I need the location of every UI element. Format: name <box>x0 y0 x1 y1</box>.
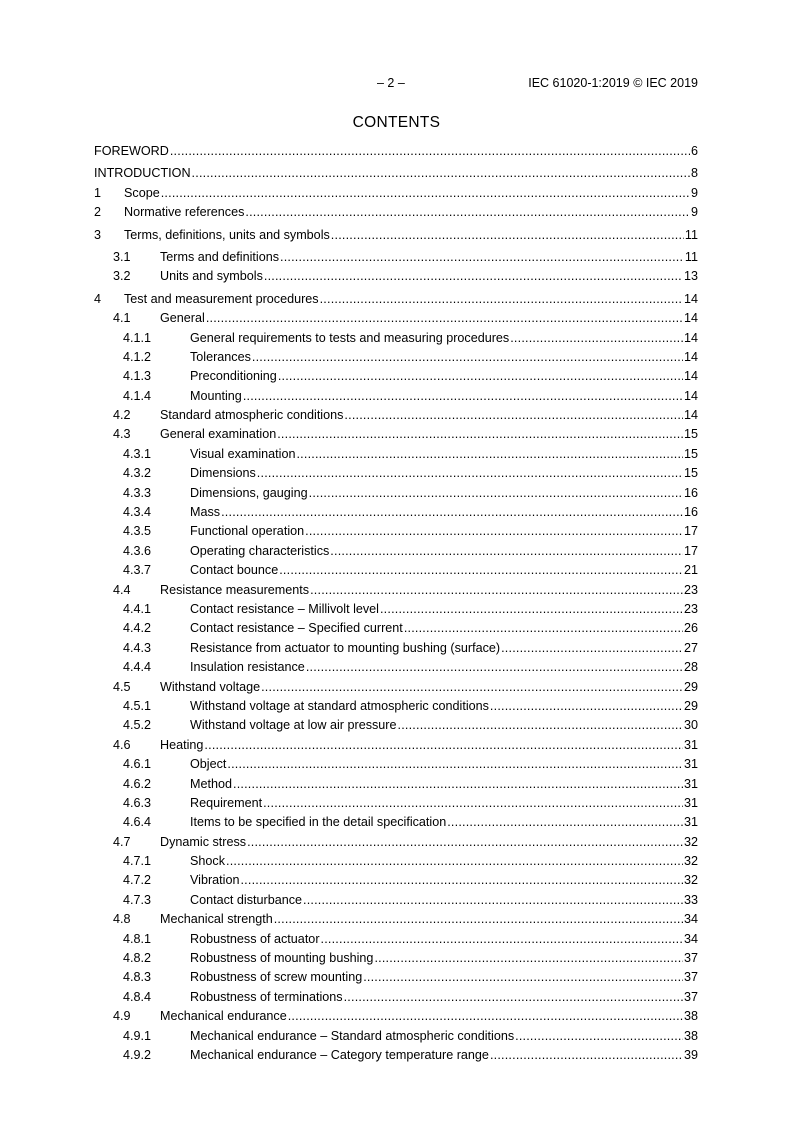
toc-entry-title[interactable]: Dimensions, gauging <box>190 485 308 500</box>
toc-entry-page: 14 <box>683 291 698 306</box>
toc-entry-title[interactable]: FOREWORD <box>94 144 169 158</box>
toc-entry-page: 21 <box>683 563 698 578</box>
toc-entry-number: 4.3 <box>113 427 131 442</box>
toc-entry-title[interactable]: Items to be specified in the detail specification <box>190 815 447 830</box>
toc-entry-line <box>190 329 698 348</box>
toc-entry-number: 4.8 <box>113 912 131 927</box>
toc-entry-page: 38 <box>683 1028 698 1043</box>
toc-entry[interactable] <box>94 794 698 813</box>
toc-entry-page: 26 <box>683 621 698 636</box>
toc-entry-line <box>124 184 698 203</box>
toc-entry[interactable] <box>94 1027 698 1046</box>
toc-entry-number: 4.6 <box>113 737 131 752</box>
toc-entry[interactable] <box>94 968 698 987</box>
toc-entry[interactable] <box>94 503 698 522</box>
toc-entry-number: 4.6.3 <box>123 795 152 810</box>
toc-entry-number: 4.7.3 <box>123 892 152 907</box>
toc-entry-page: 29 <box>683 698 698 713</box>
dot-leader <box>264 267 683 286</box>
toc-entry-page: 17 <box>683 543 698 558</box>
toc-entry-number: 4.9.1 <box>123 1028 152 1043</box>
toc-entry-title[interactable]: Standard atmospheric conditions <box>160 408 344 423</box>
toc-entry-line <box>190 484 698 503</box>
toc-entry-page: 15 <box>683 446 698 461</box>
toc-entry-number: 4.6.2 <box>123 776 152 791</box>
dot-leader <box>240 871 683 890</box>
dot-leader <box>344 406 683 425</box>
toc-entry[interactable] <box>94 348 698 367</box>
toc-entry-line <box>94 142 698 161</box>
dot-leader <box>309 484 683 503</box>
toc-entry-page: 37 <box>683 951 698 966</box>
toc-entry-page: 32 <box>683 873 698 888</box>
toc-entry-title[interactable]: Resistance from actuator to mounting bushing (surface) <box>190 640 501 655</box>
toc-entry-title[interactable]: Mechanical strength <box>160 912 273 927</box>
toc-entry-title[interactable]: Functional operation <box>190 524 305 539</box>
toc-entry[interactable] <box>94 639 698 658</box>
toc-entry-title[interactable]: Dynamic stress <box>160 834 247 849</box>
toc-entry[interactable] <box>94 755 698 774</box>
page-title: CONTENTS <box>352 114 441 131</box>
toc-entry-page: 31 <box>683 776 698 791</box>
dot-leader <box>398 716 683 735</box>
toc-entry-page: 28 <box>683 660 698 675</box>
toc-entry-line <box>190 891 698 910</box>
toc-entry-page: 15 <box>683 466 698 481</box>
toc-entry-title[interactable]: Mechanical endurance <box>160 1009 287 1024</box>
toc-entry-page: 13 <box>683 269 698 284</box>
document-reference: IEC 61020-1:2019 © IEC 2019 <box>528 76 698 90</box>
toc-entry-number: 4.1.1 <box>123 330 152 345</box>
toc-entry-number: 4.3.1 <box>123 446 152 461</box>
toc-entry-title[interactable]: Robustness of actuator <box>190 931 320 946</box>
toc-entry-page: 15 <box>683 427 698 442</box>
toc-entry-title[interactable]: Contact disturbance <box>190 892 303 907</box>
dot-leader <box>296 445 683 464</box>
toc-entry[interactable] <box>94 930 698 949</box>
toc-entry-title[interactable]: Object <box>190 757 227 772</box>
dot-leader <box>344 988 683 1007</box>
toc-entry-number: 3.1 <box>113 249 131 264</box>
toc-entry-line <box>190 697 698 716</box>
dot-leader <box>380 600 683 619</box>
dot-leader <box>363 968 683 987</box>
toc-entry[interactable] <box>94 445 698 464</box>
toc-entry-page: 6 <box>690 144 698 158</box>
dot-leader <box>278 367 683 386</box>
toc-entry-line <box>160 267 698 286</box>
toc-entry-page: 37 <box>683 970 698 985</box>
toc-entry-page: 32 <box>683 834 698 849</box>
toc-entry-title[interactable]: Tolerances <box>190 349 251 364</box>
toc-entry[interactable] <box>94 949 698 968</box>
toc-entry[interactable] <box>94 581 698 600</box>
toc-entry-number: 4.4.1 <box>123 601 152 616</box>
toc-entry-number: 4.2 <box>113 408 131 423</box>
toc-entry-number: 4.8.4 <box>123 989 152 1004</box>
dot-leader <box>320 290 683 309</box>
toc-entry-line <box>190 658 698 677</box>
toc-entry-page: 16 <box>683 485 698 500</box>
toc-entry-line <box>190 387 698 406</box>
toc-entry-line <box>190 367 698 386</box>
dot-leader <box>279 561 683 580</box>
toc-entry-line <box>190 968 698 987</box>
toc-entry-line <box>190 522 698 541</box>
toc-entry-number: 4.5 <box>113 679 131 694</box>
toc-entry-page: 23 <box>683 582 698 597</box>
toc-entry-number: 4.3.4 <box>123 505 152 520</box>
toc-entry-line <box>190 813 698 832</box>
toc-entry-number: 4.3.5 <box>123 524 152 539</box>
toc-entry[interactable] <box>94 267 698 286</box>
toc-entry-number: 4.8.1 <box>123 931 152 946</box>
toc-entry-number: 2 <box>94 205 102 220</box>
toc-entry-line <box>124 203 698 222</box>
toc-entry-line <box>160 581 698 600</box>
toc-entry-line <box>190 619 698 638</box>
toc-entry-line <box>190 348 698 367</box>
toc-entry-title[interactable]: Insulation resistance <box>190 660 305 675</box>
toc-entry-number: 1 <box>94 185 102 200</box>
toc-entry-number: 4.3.6 <box>123 543 152 558</box>
page-number: – 2 – <box>377 76 405 90</box>
toc-entry[interactable] <box>94 619 698 638</box>
dot-leader <box>170 142 690 161</box>
toc-entry-title[interactable]: Normative references <box>124 205 245 220</box>
toc-entry-page: 27 <box>683 640 698 655</box>
toc-entry-line <box>190 852 698 871</box>
toc-entry-title[interactable]: Preconditioning <box>190 369 277 384</box>
toc-entry-number: 4.5.2 <box>123 718 152 733</box>
toc-entry-number: 4.4.2 <box>123 621 152 636</box>
toc-entry-title[interactable]: Mechanical endurance – Category temperature range <box>190 1047 489 1062</box>
toc-entry-page: 14 <box>683 369 698 384</box>
toc-entry-page: 39 <box>683 1047 698 1062</box>
toc-entry[interactable] <box>94 697 698 716</box>
dot-leader <box>233 775 683 794</box>
toc-entry[interactable] <box>94 678 698 697</box>
dot-leader <box>447 813 683 832</box>
toc-entry-title[interactable]: Mass <box>190 505 221 520</box>
toc-entry-line <box>94 164 698 183</box>
toc-entry-page: 14 <box>683 349 698 364</box>
toc-entry-title[interactable]: Resistance measurements <box>160 582 310 597</box>
toc-entry-title[interactable]: Dimensions <box>190 466 256 481</box>
dot-leader <box>192 164 690 183</box>
toc-entry-number: 4.4 <box>113 582 131 597</box>
toc-entry-number: 4.8.3 <box>123 970 152 985</box>
toc-entry[interactable] <box>94 600 698 619</box>
toc-entry-page: 9 <box>690 185 698 200</box>
toc-entry-title[interactable]: General requirements to tests and measuring procedures <box>190 330 510 345</box>
toc-entry-page: 29 <box>683 679 698 694</box>
toc-entry[interactable] <box>94 406 698 425</box>
dot-leader <box>227 755 683 774</box>
toc-entry-page: 30 <box>683 718 698 733</box>
toc-entry-line <box>190 755 698 774</box>
dot-leader <box>515 1027 683 1046</box>
toc-entry-title[interactable]: Vibration <box>190 873 240 888</box>
toc-entry-page: 31 <box>683 737 698 752</box>
toc-entry[interactable] <box>94 387 698 406</box>
toc-entry-number: 4.1 <box>113 311 131 326</box>
toc-entry[interactable] <box>94 248 698 267</box>
dot-leader <box>245 203 690 222</box>
toc-entry-line <box>190 503 698 522</box>
toc-entry-line <box>160 1007 698 1026</box>
toc-entry-title[interactable]: Contact resistance – Specified current <box>190 621 403 636</box>
toc-entry-title[interactable]: Withstand voltage <box>160 679 261 694</box>
toc-entry[interactable] <box>94 716 698 735</box>
toc-entry-number: 4.4.3 <box>123 640 152 655</box>
dot-leader <box>305 522 683 541</box>
toc-entry-page: 17 <box>683 524 698 539</box>
toc-entry-page: 23 <box>683 601 698 616</box>
toc-entry-title[interactable]: Terms, definitions, units and symbols <box>124 227 330 242</box>
toc-entry-title[interactable]: INTRODUCTION <box>94 166 191 181</box>
toc-entry-number: 4.9 <box>113 1009 131 1024</box>
toc-entry-title[interactable]: Contact resistance – Millivolt level <box>190 601 379 616</box>
dot-leader <box>404 619 683 638</box>
toc-entry-number: 4.1.3 <box>123 369 152 384</box>
toc-entry[interactable] <box>94 1046 698 1065</box>
toc-entry-line <box>124 226 698 245</box>
toc-entry-title[interactable]: Scope <box>124 185 160 200</box>
dot-leader <box>321 930 683 949</box>
toc-entry-line <box>160 248 698 267</box>
dot-leader <box>221 503 683 522</box>
toc-entry[interactable] <box>94 852 698 871</box>
toc-entry[interactable] <box>94 226 698 245</box>
toc-entry-line <box>190 871 698 890</box>
dot-leader <box>243 387 683 406</box>
toc-entry-number: 4.6.4 <box>123 815 152 830</box>
toc-entry-line <box>160 425 698 444</box>
toc-entry-number: 4.8.2 <box>123 951 152 966</box>
toc-entry-line <box>190 930 698 949</box>
toc-entry-page: 11 <box>684 227 698 242</box>
dot-leader <box>331 226 684 245</box>
toc-entry[interactable] <box>94 833 698 852</box>
toc-entry-title[interactable]: Shock <box>190 854 226 869</box>
toc-entry[interactable] <box>94 184 698 203</box>
toc-entry-line <box>190 542 698 561</box>
toc-entry-line <box>160 678 698 697</box>
toc-entry-number: 4.9.2 <box>123 1047 152 1062</box>
toc-entry-title[interactable]: Contact bounce <box>190 563 279 578</box>
toc-entry-line <box>160 406 698 425</box>
toc-entry-page: 32 <box>683 854 698 869</box>
toc-entry-page: 14 <box>683 408 698 423</box>
toc-entry-line <box>160 736 698 755</box>
toc-entry-page: 38 <box>683 1009 698 1024</box>
toc-entry-page: 34 <box>683 931 698 946</box>
dot-leader <box>226 852 683 871</box>
toc-entry[interactable] <box>94 367 698 386</box>
toc-entry[interactable] <box>94 464 698 483</box>
toc-entry[interactable] <box>94 871 698 890</box>
toc-entry[interactable] <box>94 988 698 1007</box>
toc-entry[interactable] <box>94 203 698 222</box>
toc-entry-page: 31 <box>683 757 698 772</box>
toc-entry-page: 14 <box>683 330 698 345</box>
toc-entry[interactable] <box>94 813 698 832</box>
dot-leader <box>263 794 683 813</box>
toc-entry-title[interactable]: Withstand voltage at low air pressure <box>190 718 397 733</box>
table-of-contents <box>94 142 698 1065</box>
toc-entry-line <box>190 464 698 483</box>
toc-entry-number: 4.6.1 <box>123 757 152 772</box>
toc-entry-page: 11 <box>684 249 698 264</box>
toc-entry-title[interactable]: General examination <box>160 427 277 442</box>
toc-entry-title[interactable]: General <box>160 311 205 326</box>
toc-entry-line <box>190 794 698 813</box>
dot-leader <box>257 464 683 483</box>
toc-entry[interactable] <box>94 1007 698 1026</box>
toc-entry[interactable] <box>94 484 698 503</box>
toc-entry[interactable] <box>94 329 698 348</box>
toc-entry-line <box>160 833 698 852</box>
toc-entry-line <box>190 1027 698 1046</box>
dot-leader <box>252 348 683 367</box>
dot-leader <box>306 658 683 677</box>
toc-entry-title[interactable]: Units and symbols <box>160 269 263 284</box>
toc-entry-title[interactable]: Robustness of terminations <box>190 989 343 1004</box>
toc-entry-title[interactable]: Robustness of screw mounting <box>190 970 363 985</box>
toc-entry-title[interactable]: Withstand voltage at standard atmospheric conditions <box>190 698 489 713</box>
toc-entry[interactable] <box>94 142 698 161</box>
toc-entry-line <box>190 988 698 1007</box>
toc-entry-number: 4.1.4 <box>123 388 152 403</box>
toc-entry-page: 33 <box>683 892 698 907</box>
toc-entry[interactable] <box>94 891 698 910</box>
toc-entry-number: 4.3.2 <box>123 466 152 481</box>
dot-leader <box>288 1007 683 1026</box>
toc-entry-page: 9 <box>690 205 698 220</box>
toc-entry-number: 4 <box>94 291 102 306</box>
toc-entry-line <box>160 910 698 929</box>
toc-entry-line <box>160 309 698 328</box>
toc-entry-line <box>190 716 698 735</box>
toc-entry-page: 34 <box>683 912 698 927</box>
toc-entry[interactable] <box>94 910 698 929</box>
dot-leader <box>204 736 683 755</box>
dot-leader <box>280 248 684 267</box>
toc-entry-page: 16 <box>683 505 698 520</box>
dot-leader <box>490 1046 683 1065</box>
toc-entry[interactable] <box>94 309 698 328</box>
dot-leader <box>510 329 683 348</box>
toc-entry[interactable] <box>94 561 698 580</box>
toc-entry[interactable] <box>94 290 698 309</box>
dot-leader <box>161 184 690 203</box>
dot-leader <box>261 678 683 697</box>
toc-entry-number: 4.3.3 <box>123 485 152 500</box>
toc-entry-line <box>190 949 698 968</box>
toc-entry-title[interactable]: Test and measurement procedures <box>124 291 319 306</box>
dot-leader <box>501 639 683 658</box>
dot-leader <box>490 697 683 716</box>
toc-entry-number: 4.7.1 <box>123 854 152 869</box>
toc-entry-page: 14 <box>683 388 698 403</box>
dot-leader <box>303 891 683 910</box>
toc-entry-line <box>190 1046 698 1065</box>
toc-entry[interactable] <box>94 522 698 541</box>
toc-entry-page: 37 <box>683 989 698 1004</box>
dot-leader <box>330 542 683 561</box>
dot-leader <box>274 910 683 929</box>
toc-entry-title[interactable]: Mechanical endurance – Standard atmospheric conditions <box>190 1028 515 1043</box>
dot-leader <box>374 949 683 968</box>
toc-entry-page: 8 <box>690 166 698 181</box>
toc-entry-title[interactable]: Heating <box>160 737 204 752</box>
toc-entry[interactable] <box>94 775 698 794</box>
dot-leader <box>277 425 683 444</box>
toc-entry[interactable] <box>94 164 698 183</box>
dot-leader <box>247 833 683 852</box>
toc-entry-title[interactable]: Visual examination <box>190 446 296 461</box>
toc-entry-number: 3 <box>94 227 102 242</box>
toc-entry-number: 4.1.2 <box>123 349 152 364</box>
toc-entry-title[interactable]: Mounting <box>190 388 242 403</box>
toc-entry-page: 31 <box>683 795 698 810</box>
toc-entry-page: 31 <box>683 815 698 830</box>
toc-entry[interactable] <box>94 658 698 677</box>
toc-entry-line <box>190 561 698 580</box>
toc-entry-title[interactable]: Method <box>190 776 233 791</box>
toc-entry-number: 4.5.1 <box>123 698 152 713</box>
toc-entry[interactable] <box>94 542 698 561</box>
toc-entry-line <box>190 445 698 464</box>
toc-entry-number: 4.7 <box>113 834 131 849</box>
toc-entry-line <box>190 600 698 619</box>
toc-entry-title[interactable]: Robustness of mounting bushing <box>190 951 374 966</box>
toc-entry-number: 3.2 <box>113 269 131 284</box>
dot-leader <box>206 309 683 328</box>
toc-entry-page: 14 <box>683 311 698 326</box>
toc-entry-number: 4.4.4 <box>123 660 152 675</box>
toc-entry-title[interactable]: Operating characteristics <box>190 543 330 558</box>
toc-entry-number: 4.3.7 <box>123 563 152 578</box>
dot-leader <box>310 581 683 600</box>
toc-entry[interactable] <box>94 736 698 755</box>
toc-entry-title[interactable]: Requirement <box>190 795 263 810</box>
toc-entry-line <box>190 775 698 794</box>
toc-entry-line <box>124 290 698 309</box>
toc-entry-number: 4.7.2 <box>123 873 152 888</box>
toc-entry-title[interactable]: Terms and definitions <box>160 249 280 264</box>
toc-entry-line <box>190 639 698 658</box>
toc-entry[interactable] <box>94 425 698 444</box>
